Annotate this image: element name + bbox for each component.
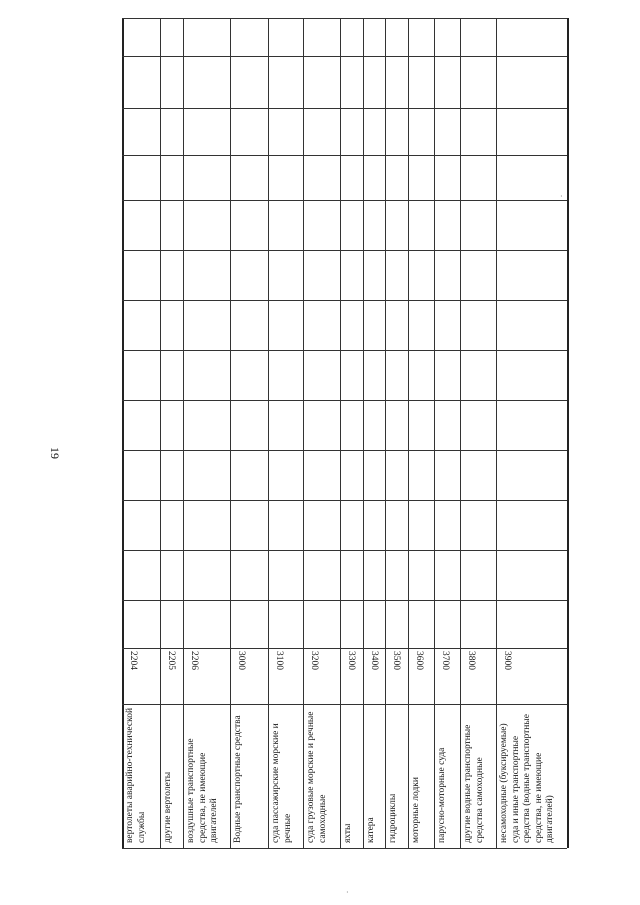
row-code: 2205: [166, 651, 176, 670]
row-label: другие водные транспортные средства самоходные: [463, 724, 485, 843]
column-separator: [122, 300, 567, 301]
column-separator: [122, 250, 567, 251]
row-separator: [303, 18, 304, 848]
row-separator: [363, 18, 364, 848]
column-separator: [122, 108, 567, 109]
row-code: 3400: [369, 651, 379, 670]
page-number: 19: [48, 447, 62, 459]
column-separator: [122, 648, 567, 649]
column-separator: [122, 155, 567, 156]
column-separator: [122, 450, 567, 451]
column-separator: [122, 400, 567, 401]
row-separator: [496, 18, 497, 848]
column-separator: [122, 550, 567, 551]
scan-speck: ·: [346, 888, 349, 897]
column-separator: [122, 704, 567, 705]
row-label: несамоходные (буксируемые) суда и иные транспортные средства (водные транспортные средства, не имеющие двигателей): [499, 714, 555, 843]
column-separator: [122, 350, 567, 351]
row-separator: [230, 18, 231, 848]
row-separator: [268, 18, 269, 848]
column-separator: [122, 848, 567, 849]
column-separator: [122, 600, 567, 601]
row-separator: [434, 18, 435, 848]
row-code: 3900: [502, 651, 512, 670]
row-code: 2206: [189, 651, 199, 670]
row-label: другие вертолеты: [163, 771, 173, 843]
row-code: 3200: [309, 651, 319, 670]
row-code: 3800: [466, 651, 476, 670]
row-code: 3600: [414, 651, 424, 670]
row-code: 2204: [128, 651, 138, 670]
row-separator: [122, 18, 124, 848]
row-label: воздушные транспортные средства, не имеющие двигателей: [186, 738, 219, 843]
row-code: 3700: [440, 651, 450, 670]
row-code: 3100: [274, 651, 284, 670]
row-label: суда пассажирские морские и речные: [271, 723, 293, 843]
row-label: гидроциклы: [388, 793, 398, 843]
row-label: Водные транспортные средства: [233, 715, 243, 843]
row-code: 3000: [236, 651, 246, 670]
column-separator: [122, 18, 567, 19]
row-separator: [183, 18, 184, 848]
row-separator: [385, 18, 386, 848]
row-separator: [408, 18, 409, 848]
scan-speck: ·: [560, 192, 563, 201]
row-label: яхты: [343, 823, 353, 843]
row-code: 3500: [391, 651, 401, 670]
row-separator: [160, 18, 161, 848]
row-label: моторные лодки: [411, 777, 421, 843]
column-separator: [122, 200, 567, 201]
row-label: суда грузовые морские и речные самоходные: [306, 711, 328, 843]
row-label: парусно-моторные суда: [437, 747, 447, 843]
row-separator: [567, 18, 569, 848]
row-label: вертолеты аварийно-технической службы: [125, 707, 147, 843]
column-separator: [122, 500, 567, 501]
row-code: 3300: [346, 651, 356, 670]
row-label: катера: [366, 817, 376, 843]
row-separator: [460, 18, 461, 848]
column-separator: [122, 56, 567, 57]
row-separator: [340, 18, 341, 848]
